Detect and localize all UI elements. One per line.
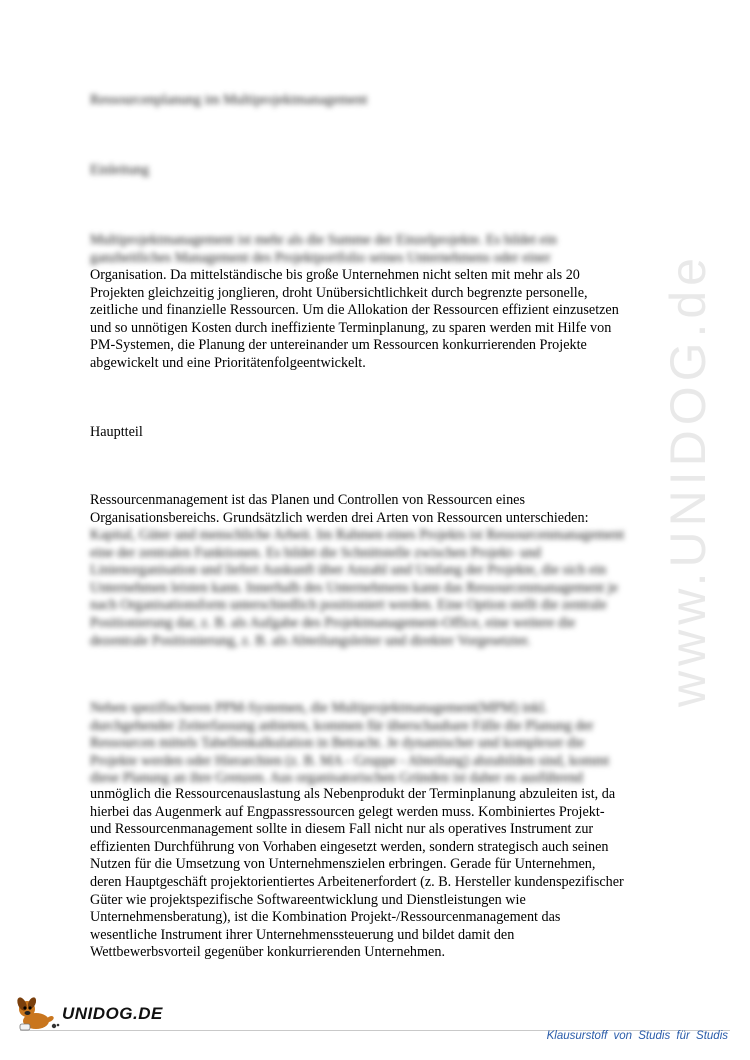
text-line: Projekte werden oder Hierarchien (z. B. MA - Gruppe - Abteilung) abzubilden sind, kommt [90, 752, 610, 769]
text-line: eine der zentralen Funktionen. Es bildet die Schnittstelle zwischen Projekt- und [90, 544, 542, 561]
watermark: www.UNIDOG.de [660, 253, 716, 707]
footer-tagline: Klausurstoff von Studis für Studis [546, 1030, 728, 1042]
text-line: effizienten Durchführung von Vorhaben eingesetzt werden, sondern strategisch auch seinen [90, 838, 609, 855]
main-heading: Hauptteil [90, 424, 143, 440]
text-line: Ressourcenmanagement ist das Planen und Controllen von Ressourcen eines [90, 492, 525, 508]
text-line: Nutzen für die Umsetzung von Unternehmenszielen erbringen. Gerade für Unternehmen, [90, 856, 596, 873]
text-line: Organisationsbereichs. Grundsätzlich werden drei Arten von Ressourcen unterschieden: [90, 509, 589, 526]
intro-blurred-text [90, 232, 670, 267]
text-line: und so unnötigen Kosten durch ineffiziente Terminplanung, zu sparen werden mit Hilfe von [90, 319, 612, 336]
text-line: deren Hauptgeschäft projektorientiertes Arbeitenerfordert (z. B. Hersteller kundenspezifischer [90, 873, 624, 890]
text-line: nach Organisationsform unterschiedlich positioniert werden. Eine Option stellt die zentrale [90, 597, 607, 614]
text-line: Linienorganisation und liefert Auskunft über Anzahl und Umfang der Projekte, die sich ein [90, 562, 607, 579]
text-line: Kapital, Güter und menschliche Arbeit. Im Rahmen eines Projekts ist Ressourcenmanagement [90, 527, 625, 543]
intro-paragraph [90, 267, 670, 373]
text-line: Ressourcen mittels Tabellenkalkulation in Betracht. Je dynamischer und komplexer die [90, 735, 585, 752]
main-blurred-text-1 [90, 527, 670, 650]
text-line: durchgehender Zeiterfassung anbieten, kommen für überschaubare Fälle die Planung der [90, 717, 594, 734]
intro-heading: Einleitung [90, 162, 150, 178]
main-blurred-text-2 [90, 700, 670, 788]
text-line: Wettbewerbsvorteil gegenüber konkurrierenden Unternehmen. [90, 944, 445, 961]
text-line: dezentrale Positionierung, z. B. als Abteilungsleiter und direkter Vorgesetzter. [90, 632, 531, 649]
text-line: Multiprojektmanagement ist mehr als die Summe der Einzelprojekte. Es bildet ein [90, 232, 557, 248]
unidog-logo[interactable] [14, 994, 163, 1034]
main-paragraph-1 [90, 492, 670, 527]
text-line: Projekten gleichzeitig jonglieren, droht Unübersichtlichkeit durch begrenzte personelle, [90, 284, 588, 301]
dog-icon [14, 994, 60, 1034]
logo-text: UNIDOG.DE [62, 1004, 163, 1023]
text-line: PM-Systemen, die Planung der untereinander um Ressourcen konkurrierenden Projekte [90, 337, 587, 354]
text-line: unmöglich die Ressourcenauslastung als Nebenprodukt der Terminplanung abzuleiten ist, da [90, 786, 616, 802]
text-line: Positionierung dar, z. B. als Aufgabe des Projektmanagement-Office, eine weitere die [90, 614, 576, 631]
text-line: abgewickelt und eine Prioritätenfolgeentwickelt. [90, 354, 366, 371]
text-line: hierbei das Augenmerk auf Engpassressourcen gelegt werden muss. Kombiniertes Projekt- [90, 803, 605, 820]
text-line: wesentliche Instrument ihrer Unternehmenssteuerung und bildet damit den [90, 926, 515, 943]
text-line: Güter wie projektspezifische Softwareentwicklung und Dienstleistungen wie [90, 891, 526, 908]
document-title: Ressourcenplanung im Multiprojektmanagement [90, 92, 368, 108]
text-line: Organisation. Da mittelständische bis große Unternehmen nicht selten mit mehr als 20 [90, 267, 580, 283]
main-paragraph-2 [90, 786, 670, 962]
text-line: Unternehmensberatung), ist die Kombination Projekt-/Ressourcenmanagement das [90, 909, 561, 926]
text-line: diese Planung an ihre Grenzen. Aus organisatorischen Gründen ist daher es ausführend [90, 770, 584, 787]
text-line: zeitliche und finanzielle Ressourcen. Um die Allokation der Ressourcen effizient einzusetzen [90, 302, 619, 319]
text-line: und Ressourcenmanagement sollte in diesem Fall nicht nur als operatives Instrument zur [90, 821, 594, 838]
text-line: Neben spezifischeren PPM-Systemen, die Multiprojektmanagement(MPM) inkl. [90, 700, 548, 716]
text-line: Unternehmen leisten kann. Innerhalb des Unternehmens kann das Ressourcenmanagement je [90, 579, 618, 596]
text-line: ganzheitliches Management des Projektportfolio seines Unternehmens oder einer [90, 249, 551, 266]
